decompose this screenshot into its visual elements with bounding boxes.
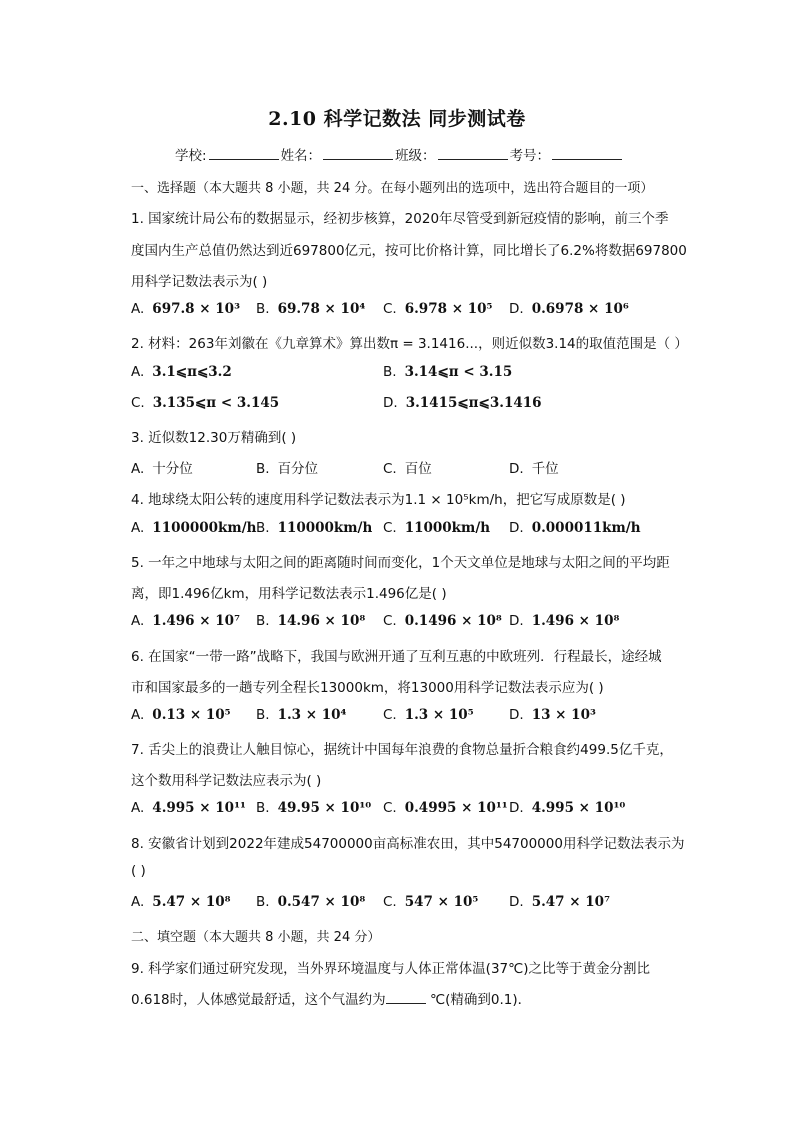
question-9-answer-blank[interactable]	[386, 991, 426, 1004]
question-2-options-row-1	[131, 364, 691, 384]
question-6-option-d[interactable]: D. 13 × 10³	[509, 707, 596, 723]
name-blank[interactable]	[323, 147, 393, 160]
question-1-line-2: 度国内生产总值仍然达到近697800亿元，按可比价格计算，同比增长了6.2%将数据697800	[131, 243, 687, 259]
section-heading-choice: 一、选择题（本大题共 8 小题，共 24 分。在每小题列出的选项中，选出符合题目的一项）	[131, 181, 654, 196]
question-9-line-2	[131, 988, 531, 1008]
class-label: 班级：	[395, 148, 436, 164]
question-7-option-c[interactable]: C. 0.4995 × 10¹¹	[383, 800, 508, 816]
question-8-option-b[interactable]: B. 0.547 × 10⁸	[256, 894, 366, 910]
question-8-options	[131, 894, 691, 914]
question-9-text-after-blank: ℃(精确到0.1)．	[429, 992, 532, 1008]
name-label: 姓名：	[280, 148, 322, 164]
question-1-line-1: 1. 国家统计局公布的数据显示，经初步核算，2020年尽管受到新冠疫情的影响，前三个季	[131, 211, 669, 227]
question-8-option-d[interactable]: D. 5.47 × 10⁷	[509, 894, 610, 910]
question-1-option-c[interactable]: C. 6.978 × 10⁵	[383, 301, 493, 317]
question-5-option-d[interactable]: D. 1.496 × 10⁸	[509, 613, 620, 629]
exam-no-blank[interactable]	[552, 147, 622, 160]
question-7-line-2: 这个数用科学记数法应表示为( )	[131, 773, 322, 789]
question-2-options-row-2	[131, 395, 691, 415]
question-6-line-2: 市和国家最多的一趟专列全程长13000km，将13000用科学记数法表示应为( )	[131, 680, 604, 696]
question-1-option-a[interactable]: A. 697.8 × 10³	[131, 301, 240, 317]
question-2-option-a[interactable]: A. 3.1⩽π⩽3.2	[131, 364, 232, 380]
question-4-line-1: 4. 地球绕太阳公转的速度用科学记数法表示为1.1 × 10⁵km/h，把它写成原数是( )	[131, 492, 626, 508]
school-label: 学校:	[175, 148, 207, 164]
question-4-option-a[interactable]: A. 1100000km/h	[131, 520, 257, 536]
question-6-option-c[interactable]: C. 1.3 × 10⁵	[383, 707, 474, 723]
class-blank[interactable]	[438, 147, 508, 160]
question-3-option-d[interactable]: D. 千位	[509, 461, 559, 477]
question-3-option-b[interactable]: B. 百分位	[256, 461, 319, 477]
question-6-options	[131, 707, 691, 727]
question-3-option-c[interactable]: C. 百位	[383, 461, 432, 477]
question-9-text-before-blank: 0.618时，人体感觉最舒适，这个气温约为	[131, 992, 386, 1008]
question-5-option-b[interactable]: B. 14.96 × 10⁸	[256, 613, 366, 629]
question-5-option-c[interactable]: C. 0.1496 × 10⁸	[383, 613, 502, 629]
question-9-line-1: 9. 科学家们通过研究发现，当外界环境温度与人体正常体温(37℃)之比等于黄金分割比	[131, 961, 651, 977]
question-5-option-a[interactable]: A. 1.496 × 10⁷	[131, 613, 240, 629]
question-6-option-a[interactable]: A. 0.13 × 10⁵	[131, 707, 231, 723]
question-1-option-d[interactable]: D. 0.6978 × 10⁶	[509, 301, 629, 317]
question-5-options	[131, 613, 691, 633]
school-blank[interactable]	[209, 147, 279, 160]
question-7-options	[131, 800, 691, 820]
question-7-option-a[interactable]: A. 4.995 × 10¹¹	[131, 800, 246, 816]
question-2-option-c[interactable]: C. 3.135⩽π < 3.145	[131, 395, 280, 411]
question-1-option-b[interactable]: B. 69.78 × 10⁴	[256, 301, 366, 317]
question-3-options	[131, 457, 691, 477]
question-8-option-c[interactable]: C. 547 × 10⁵	[383, 894, 479, 910]
question-4-option-c[interactable]: C. 11000km/h	[383, 520, 491, 536]
section-heading-fill-in: 二、填空题（本大题共 8 小题，共 24 分）	[131, 930, 381, 945]
page-title: 2.10 科学记数法 同步测试卷	[268, 108, 526, 130]
question-6-option-b[interactable]: B. 1.3 × 10⁴	[256, 707, 347, 723]
question-3-option-a[interactable]: A. 十分位	[131, 461, 193, 477]
question-1-options	[131, 301, 691, 321]
question-8-option-a[interactable]: A. 5.47 × 10⁸	[131, 894, 231, 910]
student-info-row	[175, 144, 624, 164]
question-3-line-1: 3. 近似数12.30万精确到( )	[131, 430, 297, 446]
question-2-option-d[interactable]: D. 3.1415⩽π⩽3.1416	[383, 395, 542, 411]
question-5-line-1: 5. 一年之中地球与太阳之间的距离随时间而变化，1个天文单位是地球与太阳之间的平均距	[131, 555, 670, 571]
question-6-line-1: 6. 在国家“一带一路”战略下，我国与欧洲开通了互利互惠的中欧班列．行程最长，途经城	[131, 649, 662, 665]
question-5-line-2: 离，即1.496亿km，用科学记数法表示1.496亿是( )	[131, 586, 447, 602]
question-2-option-b[interactable]: B. 3.14⩽π < 3.15	[383, 364, 513, 380]
question-7-option-d[interactable]: D. 4.995 × 10¹⁰	[509, 800, 626, 816]
exam-no-label: 考号：	[509, 148, 551, 164]
question-7-option-b[interactable]: B. 49.95 × 10¹⁰	[256, 800, 372, 816]
question-7-line-1: 7. 舌尖上的浪费让人触目惊心，据统计中国每年浪费的食物总量折合粮食约499.5亿千克，	[131, 742, 673, 758]
question-8-line-2: ( )	[131, 863, 146, 879]
question-2-line-1: 2. 材料：263年刘徽在《九章算术》算出数π = 3.1416...，则近似数3.14的取值范围是（ ）	[131, 336, 688, 352]
question-8-line-1: 8. 安徽省计划到2022年建成54700000亩高标准农田，其中54700000用科学记数法表示为	[131, 836, 685, 852]
question-4-options	[131, 520, 691, 540]
question-4-option-b[interactable]: B. 110000km/h	[256, 520, 373, 536]
question-1-line-3: 用科学记数法表示为( )	[131, 274, 268, 290]
question-4-option-d[interactable]: D. 0.000011km/h	[509, 520, 641, 536]
